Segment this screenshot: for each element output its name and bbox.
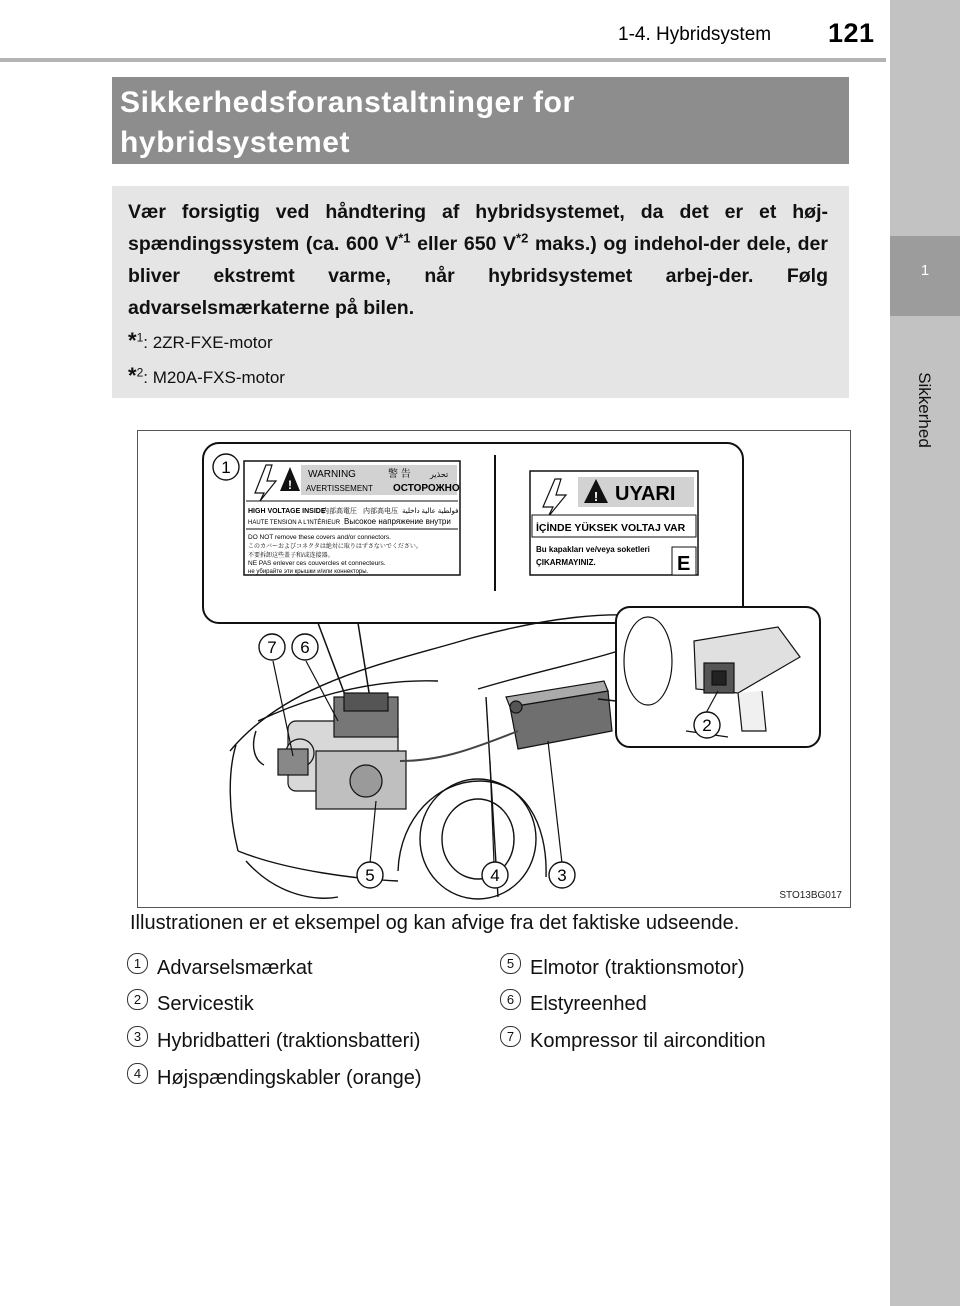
hybrid-system-illustration bbox=[137, 430, 851, 908]
svg-text:2: 2 bbox=[702, 716, 712, 735]
footnote-ref-1: *1 bbox=[398, 230, 411, 246]
label-avertissement: AVERTISSEMENT bbox=[306, 484, 373, 493]
header-divider bbox=[0, 58, 886, 62]
footnote-ref-2: *2 bbox=[516, 230, 529, 246]
label-turkish-line1: Bu kapakları ve/veya soketleri bbox=[536, 545, 650, 554]
svg-text:6: 6 bbox=[300, 638, 310, 657]
footnote-1: *$^1$: 2ZR-FXE-motor bbox=[128, 328, 273, 353]
callout-5 bbox=[357, 862, 383, 888]
warning-label-left bbox=[244, 461, 460, 575]
illustration-svg bbox=[138, 431, 850, 907]
heading-line-1: Sikkerhedsforanstaltninger for bbox=[120, 86, 575, 119]
label-ostorozhno: ОСТОРОЖНО bbox=[393, 483, 460, 494]
label-warning: WARNING bbox=[308, 469, 356, 480]
label-arabic-hv: فولطية عالية داخلية bbox=[402, 508, 459, 515]
label-do-not: DO NOT remove these covers and/or connectors. bbox=[248, 534, 391, 541]
callout-2 bbox=[694, 712, 720, 738]
label-yuksek: İÇİNDE YÜKSEK VOLTAJ VAR bbox=[536, 522, 686, 534]
label-arabic-warning: تحذير bbox=[430, 470, 449, 479]
callout-7 bbox=[259, 634, 285, 660]
svg-text:!: ! bbox=[593, 489, 599, 504]
svg-text:7: 7 bbox=[267, 638, 277, 657]
figure-code: STO13BG017 bbox=[779, 890, 842, 901]
callout-3 bbox=[549, 862, 575, 888]
label-high-voltage: HIGH VOLTAGE INSIDE bbox=[248, 508, 326, 515]
label-cn-hv: 内部高电压 bbox=[363, 508, 398, 515]
chapter-label: Sikkerhed bbox=[915, 372, 934, 448]
warning-label-right bbox=[530, 471, 698, 575]
hybrid-battery bbox=[506, 681, 612, 749]
caution-text: Vær forsigtig ved håndtering af hybridsystemet, da det er et høj-spændingssystem (ca. 600 $V^{*1}$ eller 650 $V^{*2}$ maks.) og indehol-der dele, der bliver ekstremt varme, når hybridsystemet arbej-der. Følg advarselsmærkaterne på bilen. bbox=[128, 201, 828, 319]
label-ne-pas: NE PAS enlever ces couvercles et connecteurs. bbox=[248, 560, 386, 567]
page-number: 121 bbox=[828, 18, 875, 48]
callout-6 bbox=[292, 634, 318, 660]
caution-box bbox=[112, 186, 849, 398]
chapter-tab bbox=[890, 0, 960, 1306]
label-jp-hv: 内部高電圧 bbox=[322, 508, 357, 515]
svg-text:3: 3 bbox=[557, 866, 567, 885]
svg-text:!: ! bbox=[288, 478, 292, 492]
svg-text:1: 1 bbox=[221, 458, 231, 477]
label-haute-tension: HAUTE TENSION A L'INTÉRIEUR bbox=[248, 520, 341, 526]
callout-1 bbox=[213, 454, 239, 480]
label-turkish-line2: ÇIKARMAYINIZ. bbox=[536, 558, 596, 567]
chapter-number: 1 bbox=[920, 262, 930, 279]
label-kanji-warning: 警 告 bbox=[388, 469, 411, 480]
label-uyari: UYARI bbox=[615, 483, 676, 505]
svg-text:4: 4 bbox=[490, 866, 500, 885]
label-jp-line: このカバーおよびコネクタは絶対に取りはずさないでください。 bbox=[248, 544, 422, 550]
label-ru-hv: Высокое напряжение внутри bbox=[344, 517, 451, 526]
label-ru-line: не убирайте эти крышки и/или коннекторы. bbox=[248, 569, 369, 575]
section-title: 1-4. Hybridsystem bbox=[618, 24, 772, 45]
heading-line-2: hybridsystemet bbox=[120, 126, 351, 159]
label-cn-line: 不要拆卸这些盖子和/或连接器。 bbox=[248, 553, 334, 559]
svg-text:5: 5 bbox=[365, 866, 375, 885]
engine-bay bbox=[278, 693, 406, 809]
figure-caption: Illustrationen er et eksempel og kan afvige fra det faktiske udseende. bbox=[130, 912, 740, 934]
high-voltage-cable bbox=[400, 731, 518, 761]
label-letter-e: E bbox=[677, 553, 691, 575]
footnote-2: *$^2$: M20A-FXS-motor bbox=[128, 363, 285, 388]
page-heading bbox=[112, 77, 849, 164]
callout-4 bbox=[482, 862, 508, 888]
